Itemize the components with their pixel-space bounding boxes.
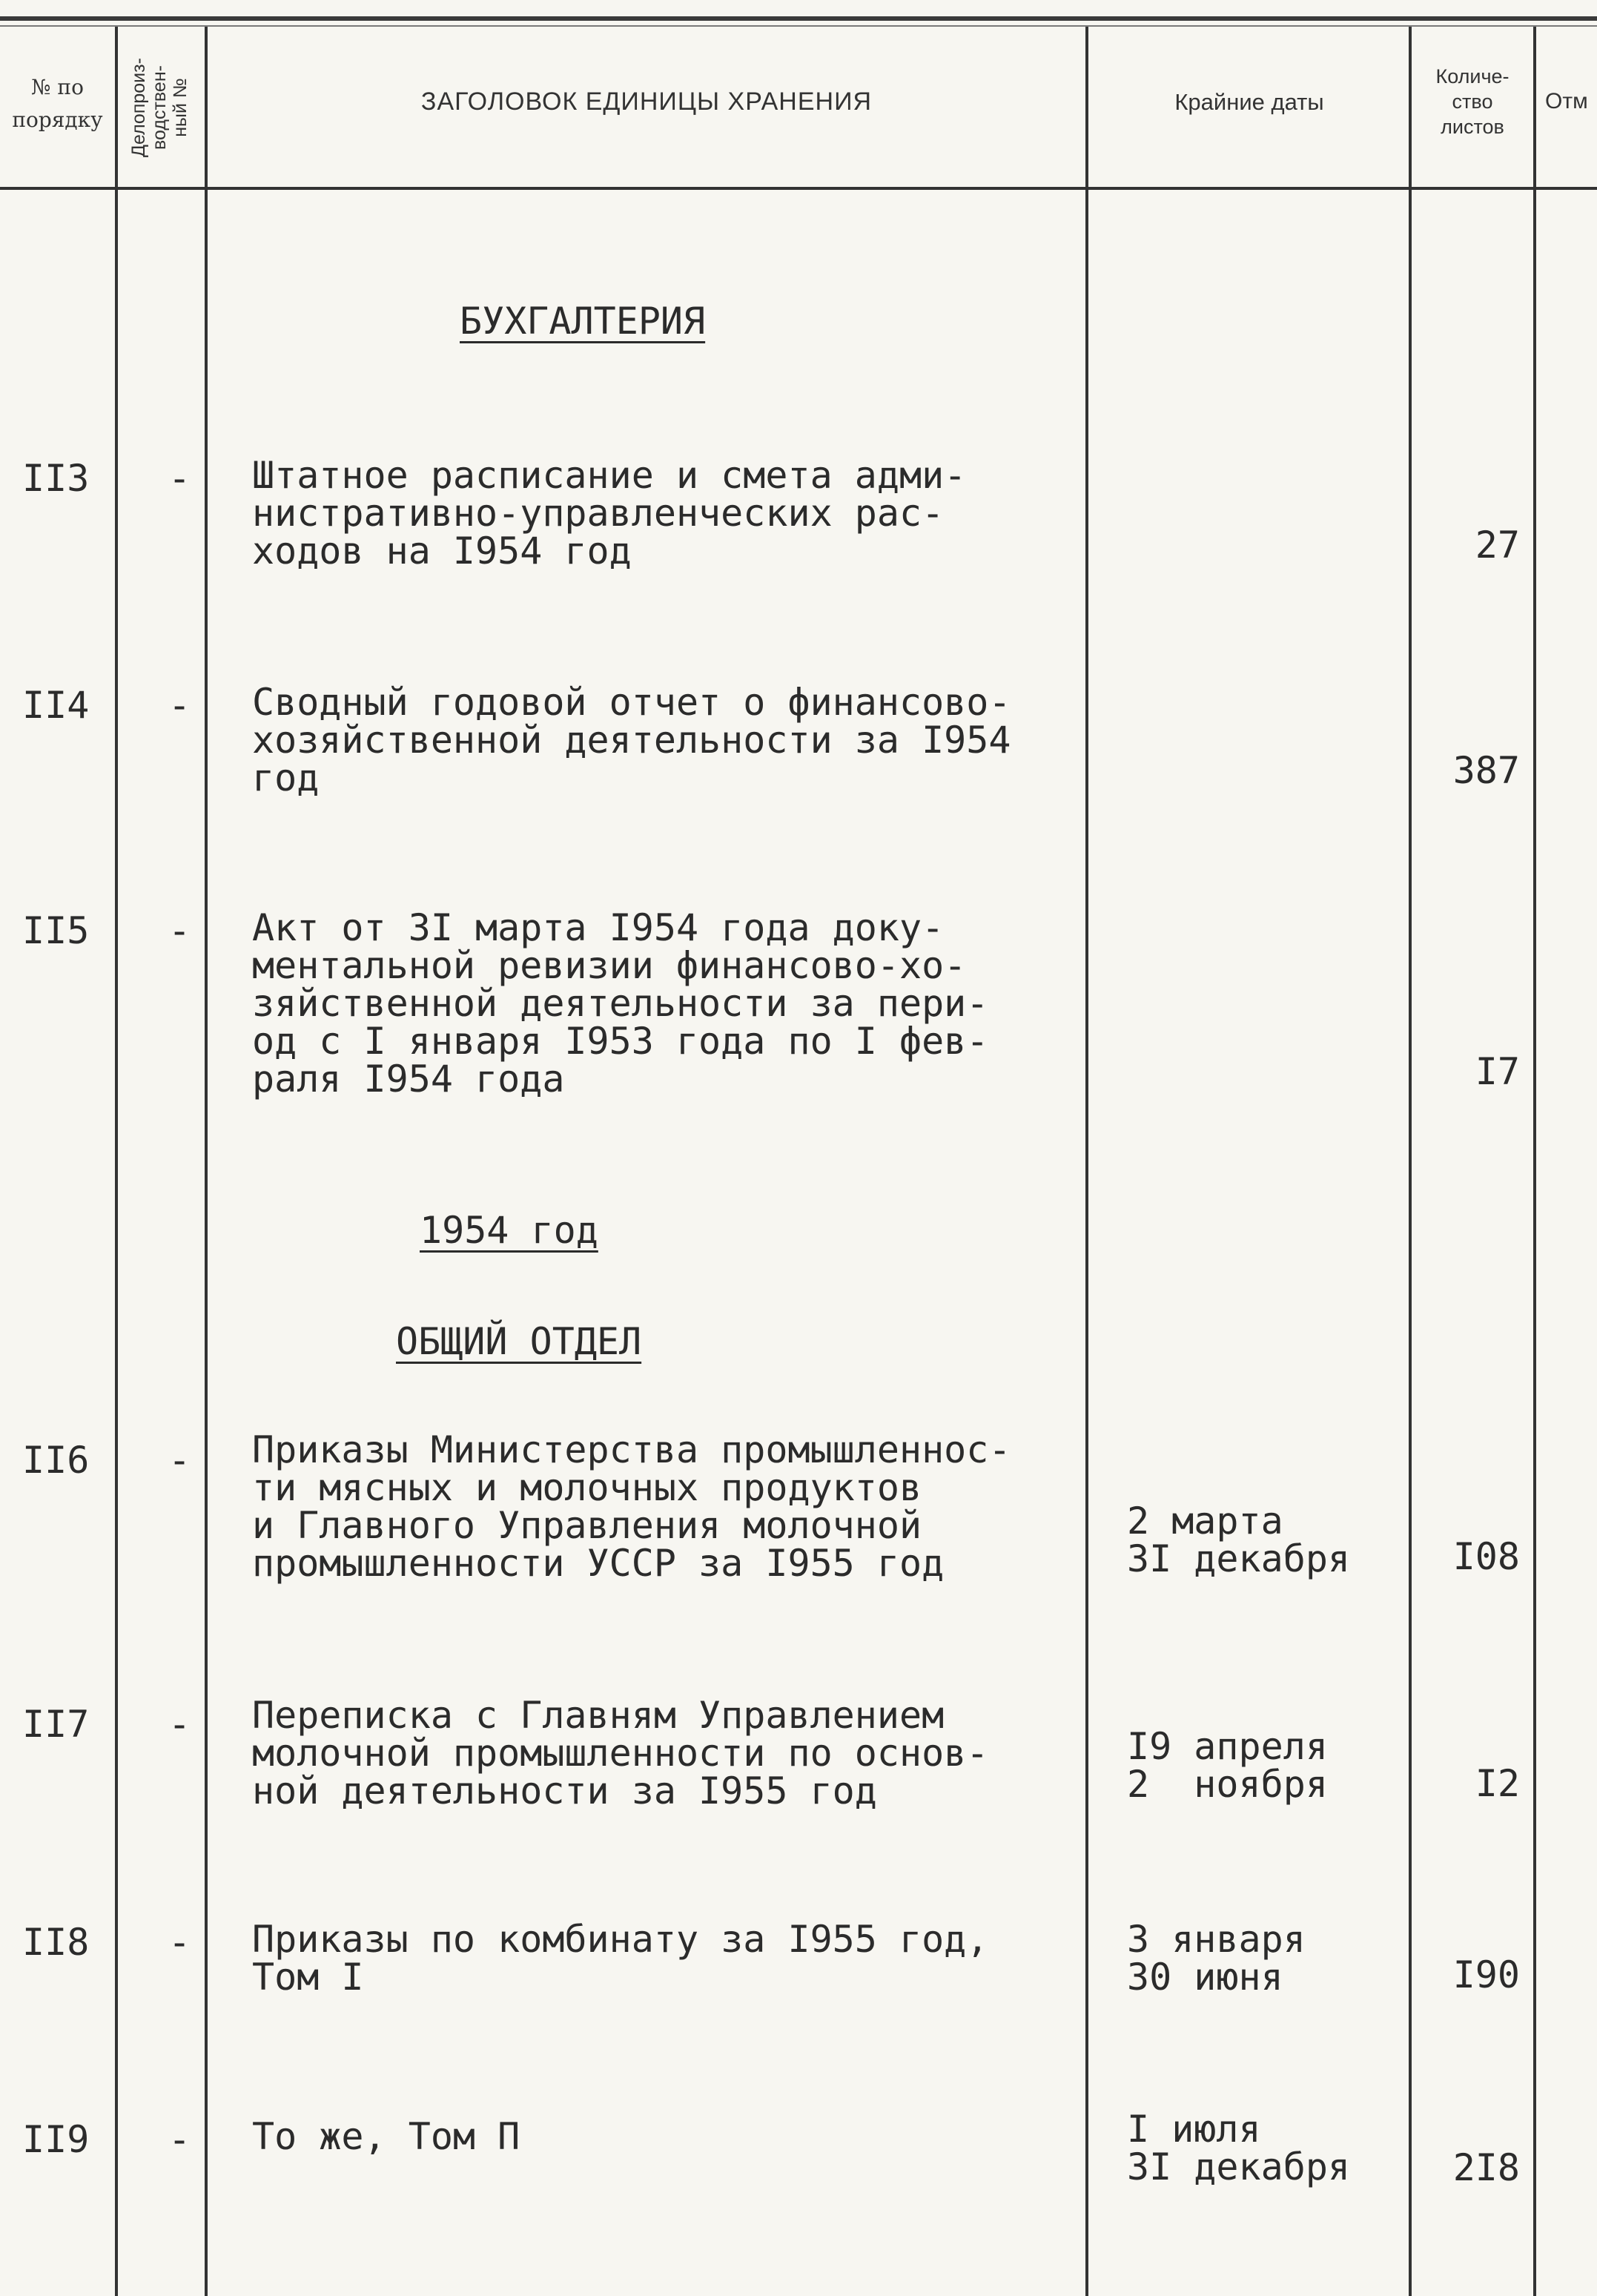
row-count: I7 bbox=[1475, 1050, 1520, 1093]
row-count: 387 bbox=[1452, 749, 1520, 792]
row-delo: - bbox=[168, 457, 191, 500]
header-delo bbox=[119, 30, 200, 185]
header-title: ЗАГОЛОВОК ЕДИНИЦЫ ХРАНЕНИЯ bbox=[420, 88, 873, 116]
top-rule bbox=[0, 16, 1597, 21]
header-dates: Крайние даты bbox=[1174, 89, 1324, 115]
header-delo-label: Делопроиз- водствен- ный № bbox=[128, 58, 191, 157]
section-general: ОБЩИЙ ОТДЕЛ bbox=[396, 1320, 642, 1363]
row-delo: - bbox=[168, 2118, 191, 2161]
row-delo: - bbox=[168, 909, 191, 952]
section-accounting: БУХГАЛТЕРИЯ bbox=[460, 300, 706, 343]
row-title: Акт от 3I марта I954 года доку- ментальной ревизии финансово-хо- зяйственной деятельности за пери- од с I января I953 года по I фев- раля I954 года bbox=[252, 906, 989, 1101]
row-title: Переписка с Главням Управлением молочной промышленности по основ- ной деятельности за I955 год bbox=[252, 1694, 989, 1812]
top-rule-thin bbox=[0, 25, 1597, 27]
row-dates: I9 апреля 2 ноября bbox=[1127, 1725, 1328, 1806]
header-bottom-rule bbox=[0, 187, 1597, 190]
row-title: Штатное расписание и смета адми- нистративно-управленческих рас- ходов на I954 год bbox=[252, 454, 967, 573]
row-count: 27 bbox=[1475, 524, 1520, 567]
row-delo: - bbox=[168, 1921, 191, 1964]
row-number: II3 bbox=[22, 457, 90, 500]
row-delo: - bbox=[168, 684, 191, 727]
row-title: То же, Том П bbox=[252, 2115, 520, 2158]
row-number: II7 bbox=[22, 1703, 90, 1746]
row-count: I08 bbox=[1452, 1535, 1520, 1578]
row-number: II4 bbox=[22, 684, 90, 727]
row-dates: I июля 3I декабря bbox=[1127, 2108, 1351, 2188]
row-number: II5 bbox=[22, 909, 90, 952]
row-dates: 2 марта 3I декабря bbox=[1127, 1500, 1351, 1580]
header-no: № по порядку bbox=[12, 75, 103, 132]
row-delo: - bbox=[168, 1703, 191, 1746]
column-divider-delo bbox=[205, 27, 208, 2296]
column-divider-no bbox=[115, 27, 118, 2296]
row-number: II6 bbox=[22, 1439, 90, 1482]
row-title: Приказы по комбинату за I955 год, Том I bbox=[252, 1918, 989, 1999]
section-year: 1954 год bbox=[420, 1209, 598, 1252]
row-count: 2I8 bbox=[1452, 2146, 1520, 2189]
column-divider-count bbox=[1533, 27, 1536, 2296]
row-dates: 3 января 30 июня bbox=[1127, 1918, 1306, 1999]
row-number: II9 bbox=[22, 2118, 90, 2161]
row-title: Сводный годовой отчет о финансово- хозяйственной деятельности за I954 год bbox=[252, 681, 1011, 799]
row-title: Приказы Министерства промышленнос- ти мясных и молочных продуктов и Главного Управления молочной промышленности УССР за I955 год bbox=[252, 1428, 1011, 1585]
row-count: I90 bbox=[1452, 1953, 1520, 1996]
row-number: II8 bbox=[22, 1921, 90, 1964]
row-delo: - bbox=[168, 1439, 191, 1482]
row-count: I2 bbox=[1475, 1762, 1520, 1805]
header-note: Отм bbox=[1545, 89, 1588, 113]
header-count: Количе- ство листов bbox=[1435, 65, 1510, 138]
